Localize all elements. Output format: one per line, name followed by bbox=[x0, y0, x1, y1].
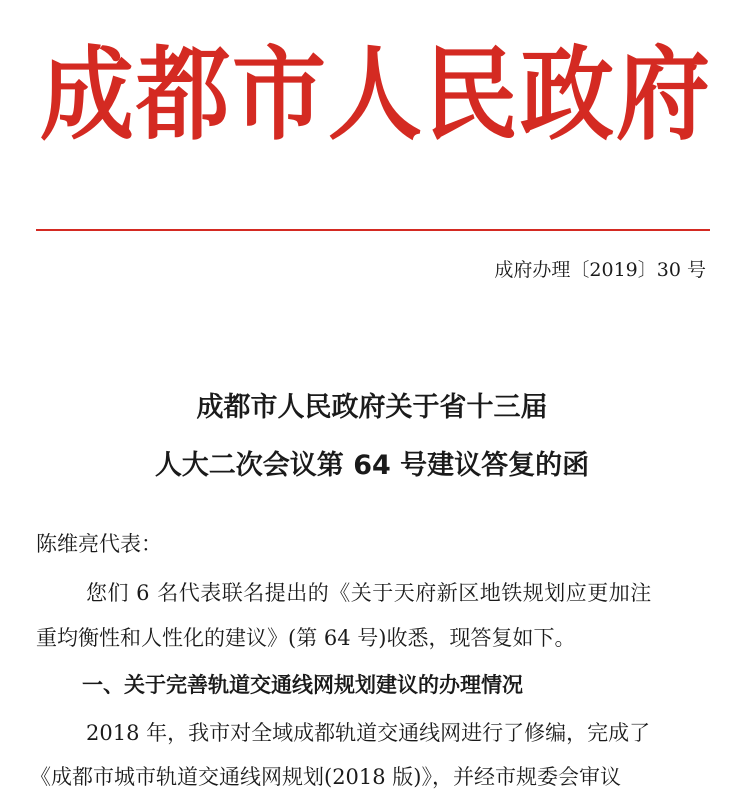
red-divider-line bbox=[36, 229, 710, 231]
document-number: 成府办理〔2019〕30 号 bbox=[494, 259, 706, 281]
issuer-masthead: 成都市人民政府 bbox=[40, 36, 713, 155]
section-1-heading: 一、关于完善轨道交通线网规划建议的办理情况 bbox=[82, 673, 523, 697]
salutation: 陈维亮代表： bbox=[36, 532, 162, 556]
paragraph-2-line-1: 2018 年，我市对全域成都轨道交通线网进行了修编，完成了 bbox=[86, 721, 651, 745]
document-title-line-2: 人大二次会议第 64 号建议答复的函 bbox=[154, 450, 590, 481]
document-title-line-1: 成都市人民政府关于省十三届 bbox=[196, 392, 548, 423]
paragraph-1-line-2: 重均衡性和人性化的建议》(第 64 号)收悉，现答复如下。 bbox=[36, 626, 576, 650]
paragraph-2-line-2: 《成都市城市轨道交通线网规划(2018 版)》，并经市规委会审议 bbox=[30, 765, 622, 789]
paragraph-1-line-1: 您们 6 名代表联名提出的《关于天府新区地铁规划应更加注 bbox=[86, 581, 652, 605]
